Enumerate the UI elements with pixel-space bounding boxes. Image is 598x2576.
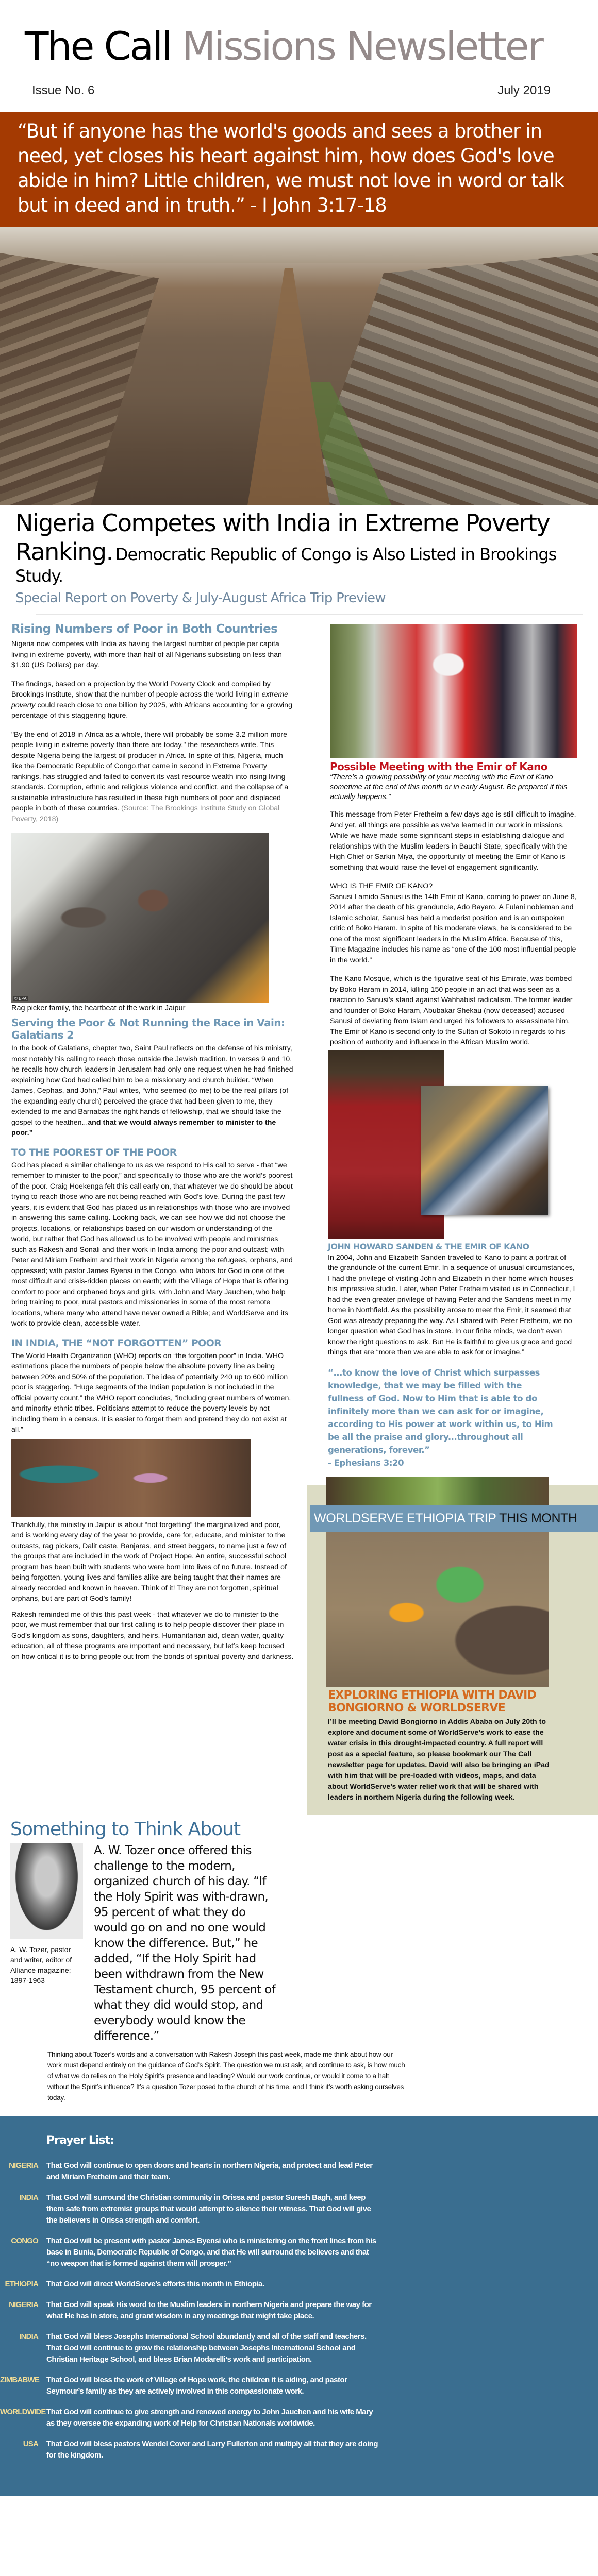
think-row [10,1843,598,2044]
ethiopia-banner-text: WORLDSERVE ETHIOPIA TRIP THIS MONTH [314,1511,577,1526]
prayer-country: ZIMBABWE [0,2375,40,2384]
ethiopia-forest-photo [326,1477,549,1505]
india-body-2 [11,1520,294,1663]
serving-title: Serving the Poor & Not Running the Race in Vain: Galatians 2 [11,1016,285,1041]
tozer-reflection: Thinking about Tozer’s words and a conversation with Rakesh Joseph this past week, made me think about how our work must depend entirely on the guidance of God’s Spirit. The question we must ask, and continue to ask, is how much of what we do relies on the Holy Spirit’s presence and leading? Would our work continue, or would it come to a halt without the Spirit’s influence? It’s a question Tozer posed to the church of his time, and I think it’s worth asking ourselves today. [47,2050,405,2102]
kano-block [330,624,577,1469]
prayer-text: That God will speak His word to the Muslim leaders in northern Nigeria and prepare the way for what He has in store, and grant wisdom in any meetings that might take place. [46,2300,372,2320]
tozer-portrait-photo [10,1843,83,1939]
article-columns [0,615,598,1815]
prayer-country: NIGERIA [9,2300,38,2309]
tozer-quote: A. W. Tozer once offered this challenge to the modern, organized church of his day. “If the Holy Spirit was with-drawn, 95 percent of what they do would go on and no one would know the difference. But,” he added, “If the Holy Spirit had been withdrawn from the New Testament church, 95 percent of what they did would stop, and everybody would know the difference.” [94,1843,275,2043]
prayer-country: CONGO [11,2236,38,2245]
prayer-item [0,2406,598,2429]
newsletter-title [25,23,542,69]
prayer-item [0,2375,598,2397]
prayer-text: That God will continue to give strength and renewed energy to John Jauchen and his wife Mary as they oversee the expanding work of Help for Christian Nationals worldwide. [46,2407,373,2428]
left-column [11,615,294,1662]
kano-p2: Sanusi Lamido Sanusi is the 14th Emir of Kano, coming to power on June 8, 2014 after the death of his granduncle, Ado Bayero. A Fulani nobleman and Islamic scholar, Sanusi has held a moderist position and is an outspoken critic of Boko Haram. In spite of his moderate views, he is considered to be one of the most significant leaders in the Muslim Africa. Because of this, Time Magazine includes his name as “one of the 100 most influential people in the world.” [330,892,577,964]
prayer-text: That God will bless the work of Village of Hope work, the children it is aiding, and pastor Seymour’s family as they are actively involved in this compassionate work. [46,2375,347,2396]
think-section [0,1815,598,2103]
prayer-item [0,2192,598,2226]
scripture-quote: “But if anyone has the world's goods and sees a brother in need, yet closes his heart against him, how does God's love abide in him? Little children, we must not love in word or talk but in deed and in truth.” - I John 3:17-18 [18,120,564,216]
prayer-text: That God will bless Josephs International School abundantly and all of the staff and teachers. That God will continue to grow the relationship between Josephs International School and Christian Heritage School, and bless Brian Modarelli’s work and participation. [46,2332,367,2364]
kano-p3: The Kano Mosque, which is the figurative seat of his Emirate, was bombed by Boko Haram in 2014, killing 150 people in an act that was seen as a reaction to Sanusi’s stand against Wahhabist radicalism. The former leader and founder of Boko Haram, Abubakar Shekau (now deceased) accused Sanusi of deviating from Islam and urged his followers to assassinate him. The Emir of Kano is second only to the Sultan of Sokoto in regards to his position of authority and influence in the African Muslim world. [330,975,573,1046]
prayer-item [0,2299,598,2322]
ephesians-quote [328,1366,555,1469]
prayer-item [0,2438,598,2461]
ephesians-text: “...to know the love of Christ which surpasses knowledge, that we may be filled with the fullness of God. Now to Him that is able to do infinitely more than we can ask for or imagine, according to His power at work within us, to Him be all the praise and glory...throughout all generations, forever.” [328,1367,553,1455]
kano-quote: “There’s a growing possibility of your meeting with the Emir of Kano sometime at the end of this month or in early August. Be prepared if this actually happens.” [330,773,568,801]
kano-p1: This message from Peter Fretheim a few days ago is still difficult to imagine. And yet, all things are possible as we’ve learned in our work in missions. While we have made some significant steps in establishing dialogue and relationships with the Muslim leaders in Bauchi State, specifically with the High Chief or Sarkin Miya, the opportunity of meeting the Emir of Kano is something that would raise the level of engagement significantly. [330,810,576,872]
prayer-country: ETHIOPIA [5,2279,38,2289]
prayer-item [0,2235,598,2269]
india-p1: The World Health Organization (WHO) reports on “the forgotten poor” in India. WHO estimations place the numbers of people below the absolute poverty line as being between 20% and 50% of the population. The idea of potentially 240 up to 600 million poor is staggering. “Huge segments of the Indian population is not included in the official poverty count,” the WHO report concludes, “including great numbers of women, and minority ethnic tribes. Politicians attempt to reduce the poverty levels by not including them in a census. It is easier to forget them and pretend they do not exist at all.” [11,1351,291,1434]
prayer-item [0,2160,598,2183]
rising-body [11,639,294,824]
sanden-photos [330,1050,577,1239]
who-is-emir-heading: WHO IS THE EMIR OF KANO? [330,882,433,890]
sanden-studio-photo [421,1086,548,1215]
masthead [0,0,598,112]
prayer-item [0,2331,598,2365]
ethiopia-banner [310,1505,598,1532]
poorest-title: TO THE POOREST OF THE POOR [11,1146,177,1158]
serving-body [11,1043,294,1139]
ephesians-ref: - Ephesians 3:20 [328,1458,404,1468]
sanden-p1: In 2004, John and Elizabeth Sanden traveled to Kano to paint a portrait of the granduncle of the current Emir. In a sequence of unusual circumstances, I had the privilege of visiting John and Elizabeth in their home which houses his impressive studio. Later, when Peter Fretheim visited us in Connecticut, I had the even greater privilege of having Peter and the Sandens meet in my home in Northfield. As the possibility arose to meet the Emir, it seemed that God was already preparing the way. As I shared with Peter Fretheim, we no longer question what God has in store. In our finite minds, we don’t even know the right questions to ask. But He is faithful to give us grace and good things that are “more than we are able to ask for or imagine.” [328,1253,575,1357]
serving-p1: In the book of Galatians, chapter two, Saint Paul reflects on the defense of his ministry, most notably his calling to reach those outside the Jewish tradition. In verses 9 and 10, he recalls how church leaders in Jerusalem had only one request when he had finished explaining how God had called him to be a missionary and church builder. “When James, Cephas, and John,” Paul writes, “who seemed (to me) to be the real pillars (of the expanding early church) perceived the grace that had been given to me, they extended to me and Barnabas the right hands of fellowship, that we should take the gospel to the heathen...and that we would always remember to minister to the poor.” [11,1044,293,1137]
prayer-country: INDIA [19,2332,38,2341]
ethiopia-girl-water-photo [326,1532,549,1687]
sanden-title: JOHN HOWARD SANDEN & THE EMIR OF KANO [328,1241,529,1251]
india-p2: Thankfully, the ministry in Jaipur is about “not forgetting” the marginalized and poor, and is working every day of the year to provide, care for, educate, and minister to the outcasts, rag pickers, Dalit caste, Banjaras, and street beggars, to name just a few of the groups that are included in the work of Project Hope. An entire, successful school program has been built with students who were born into lives of no future. Instead of being forgotten, young lives and families alike are being taught that their names are already recorded and known in heaven. Think of it! They are not forgotten, spiritual orphans, but are part of God’s family! [11,1520,287,1603]
tozer-photo-block [10,1843,88,1986]
india-body-1 [11,1351,294,1435]
photo-credit: © EPA [14,996,27,1001]
right-column [294,615,598,1815]
poorest-body [11,1160,294,1329]
ethiopia-body: I’ll be meeting David Bongiorno in Addis Ababa on July 20th to explore and document some of WorldServe’s work to ease the water crisis in this drought-impacted country. A full report will post as a special feature, so please bookmark our The Call newsletter page for updates. David will also be bringing an iPad with him that will be pre-loaded with videos, maps, and data about WorldServe’s water relief work that will be shared with leaders in northern Nigeria during the following week. [328,1717,550,1802]
issue-number: Issue No. 6 [32,83,95,97]
india-p3: Rakesh reminded me of this this past week - that whatever we do to minister to the poor, we must remember that our first calling is to help people discover their place in God’s kingdom as sons, daughters, and heirs. Humanitarian aid, clean water, quality education, all of these programs are important and necessary, but let’s keep focused on how critical it is to bring people out from the bonds of spiritual poverty and darkness. [11,1610,294,1661]
prayer-text: That God will direct WorldServe’s efforts this month in Ethiopia. [46,2279,264,2289]
children-food-line-photo [11,1439,251,1517]
prayer-list [0,2160,598,2461]
kano-title: Possible Meeting with the Emir of Kano [330,760,547,773]
prayer-text: That God will surround the Christian community in Orissa and pastor Suresh Bagh, and keep them safe from extremist groups that would attempt to silence their witness. That God will give the believers in Orissa strength and comfort. [46,2193,371,2225]
prayer-country: USA [23,2439,38,2448]
headline-secondary: Democratic Republic of Congo is Also Listed in Brookings Study. [15,545,557,586]
emir-of-kano-photo [330,624,577,758]
prayer-country: WORLDWIDE [0,2407,46,2416]
ethiopia-panel [307,1485,598,1815]
ethiopia-title: EXPLORING ETHIOPIA WITH DAVID BONGIORNO & WORLDSERVE [328,1688,537,1715]
ragpicker-family-photo [11,833,269,1003]
title-the-call: The Call [25,23,171,69]
issue-date: July 2019 [497,83,551,97]
sanden-body [328,1252,577,1358]
lead-headline [0,505,598,606]
prayer-country: NIGERIA [9,2161,38,2170]
scripture-banner [0,112,598,227]
title-missions-newsletter: Missions Newsletter [181,23,542,69]
poorest-p1: God has placed a similar challenge to us as we respond to His call to serve - that “we remember to minister to the poor,” and specifically to those who are the world’s poorest of the poor. Craig Hoekenga felt this call early on, that whatever we do should be about trying to reach those who are not being reached with God’s love. During the past few years, it is evident that God has placed us in relationships with those who are involved in answering this same calling. Looking back, we can see how we did not choose the projects, locations, or relationships based on our wisdom or understanding of the world, but rather that God has allowed us to be involved with people and ministries such as Rakesh and Sonali and their work in India among the poor and outcast; with Peter and Miriam Fretheim and their work in Nigeria among the refugees, orphans, and oppressed; with pastor James Byensi in the Congo, who labors for God in one of the most difficult and crisis-ridden places on earth; with the Village of Hope that is offering comfort to poor and orphaned boys and girls, with John and Mary Jauchen, who help bring training to poor, rural pastors and missionaries in some of the most remote locations, where many who attend have never owned a Bible; and WorldServe and its work to provide clean, accessible water. [11,1161,293,1328]
rising-p3: "By the end of 2018 in Africa as a whole, there will probably be some 3.2 million more people living in extreme poverty than there are today," the researchers write. This despite Nigeria being the largest oil producer in Africa. In spite of this, Nigeria, much like the Democratic Republic of Congo,that came in second in Extreme Poverty rankings, has struggled and failed to convert its vast resource wealth into rising living standards. Corruption, ethnic and religious violence and conflict, and the collapse of a sustainable infrastructure has resulted in these high numbers of poor and displaced people in both of these countries. (Source: The Brookings Institute Study on Global Poverty, 2018) [11,730,289,823]
prayer-item [0,2279,598,2290]
hero-photo-slum-railway [0,227,598,505]
prayer-list-section [0,2116,598,2496]
rising-source: (Source: The Brookings Institute Study on Global Poverty, 2018) [11,804,280,823]
prayer-text: That God will bless pastors Wendel Cover and Larry Fullerton and multiply all that they are doing for the kingdom. [46,2439,378,2460]
prayer-list-title: Prayer List: [46,2133,114,2147]
tozer-caption: A. W. Tozer, pastor and writer, editor of Alliance magazine; 1897-1963 [10,1945,72,1985]
rising-title: Rising Numbers of Poor in Both Countries [11,622,278,636]
india-title: IN INDIA, THE “NOT FORGOTTEN” POOR [11,1337,222,1349]
prayer-text: That God will continue to open doors and hearts in northern Nigeria, and protect and lead Peter and Miriam Fretheim and their team. [46,2161,373,2181]
think-title: Something to Think About [10,1818,241,1840]
kano-body [330,809,577,1048]
headline-subtitle: Special Report on Poverty & July-August Africa Trip Preview [15,590,386,606]
prayer-text: That God will be present with pastor James Byensi who is ministering on the front lines from his base in Bunia, Democratic Republic of Congo, and that He will surround the believers and that “no weapon that is formed against them will prosper.” [46,2236,376,2268]
ragpicker-caption: Rag picker family, the heartbeat of the work in Jaipur [11,1004,186,1012]
rising-p2: The findings, based on a projection by the World Poverty Clock and compiled by Brookings Institute, show that the number of people across the world living in extreme poverty could reach close to one billion by 2025, with Africans accounting for a growing percentage of this staggering figure. [11,680,292,720]
prayer-country: INDIA [19,2193,38,2202]
headline-main: Nigeria Competes with India in Extreme Poverty Ranking. [15,509,550,566]
rising-p1: Nigeria now competes with India as having the largest number of people per capita living in extreme poverty, with more than half of all Nigerians subsisting on less than $1.90 (US Dollars) per day. [11,640,282,669]
